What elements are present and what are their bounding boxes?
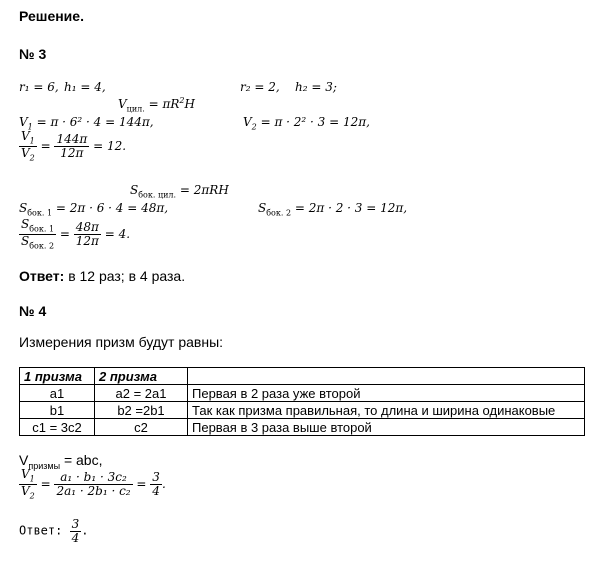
- task4-answer: Ответ: $\frac{3}{4}$ .: [19, 517, 89, 545]
- volume-ratio-fraction: $\frac{144\pi}{12\pi}$: [56, 132, 88, 160]
- table-header-row: [20, 368, 585, 385]
- volume-subscript: цил.: [126, 104, 145, 114]
- task3-r2: r₂ = 2,: [240, 80, 280, 94]
- lateral-ratio: $\frac{S_{бок. 1}}{S_{бок. 2}}$ = $\frac{48\pi}{12\pi}$ = 4.: [21, 217, 131, 251]
- s1-formula: = 2π · 6 · 4 = 48π,: [55, 201, 169, 215]
- cell-a2: a2 = 2a1: [95, 385, 188, 402]
- table-row: [20, 385, 585, 402]
- v1-v2-fraction: $\frac{V_1}{V_2}$: [21, 129, 35, 163]
- v1-formula: = π · 6² · 4 = 144π,: [36, 115, 154, 129]
- task4-answer-fraction: $\frac{3}{4}$: [71, 517, 80, 545]
- cell-comment-b: Так как призма правильная, то длина и ширина одинаковые: [188, 402, 585, 419]
- task3-h1: h₁ = 4,: [64, 80, 106, 94]
- task4-intro: Измерения призм будут равны:: [19, 334, 224, 350]
- cell-a1: a1: [20, 385, 95, 402]
- task4-answer-label: Ответ:: [19, 523, 63, 538]
- cell-comment-c: Первая в 3 раза выше второй: [188, 419, 585, 436]
- lateral-formula-rhs: = 2πRH: [179, 183, 229, 197]
- prism-ratio-fraction: $\frac{\text{a₁ · b₁ · 3c₂}}{\text{2a₁ · 2b₁ · c₂}}$: [56, 470, 131, 498]
- table-row: [20, 402, 585, 419]
- cell-b1: b1: [20, 402, 95, 419]
- cell-comment-a: Первая в 2 раза уже второй: [188, 385, 585, 402]
- answer-text: в 12 раз; в 4 раза.: [68, 268, 186, 284]
- cell-c2: c2: [95, 419, 188, 436]
- solution-heading: Решение.: [19, 8, 84, 24]
- s1-line: $S_{бок. 1} = 2\pi \cdot 6 \cdot 4 = 48\pi$,: [19, 201, 169, 218]
- task3-h2: h₂ = 3;: [295, 80, 337, 94]
- header-prism-2: 2 призма: [95, 368, 188, 385]
- prism-volume-rhs: = abc,: [63, 452, 103, 468]
- v2-line: $V_2 = \pi \cdot 2^2 \cdot 3 = 12\pi$,: [243, 115, 370, 132]
- prism-table: [19, 367, 585, 436]
- lateral-area-formula: $S_{бок. цил.} = 2\pi RH$: [130, 183, 229, 200]
- table-row: [20, 419, 585, 436]
- answer-label: Ответ:: [19, 268, 65, 284]
- prism-volume-subscript: призмы: [28, 460, 61, 471]
- task3-answer: [19, 268, 185, 284]
- header-prism-1: 1 призма: [20, 368, 95, 385]
- prism-volume-formula: $V_{призмы}$ = abc,: [19, 452, 103, 471]
- prism-v1-v2-fraction: $\frac{V_1}{V_2}$: [21, 467, 35, 501]
- lateral-ratio-result: = 4.: [104, 226, 131, 241]
- s2-line: $S_{бок. 2} = 2\pi \cdot 2 \cdot 3 = 12\pi$,: [258, 201, 408, 218]
- lateral-ratio-fraction: $\frac{48\pi}{12\pi}$: [75, 220, 99, 248]
- s1-s2-fraction: $\frac{S_{бок. 1}}{S_{бок. 2}}$: [21, 217, 55, 251]
- cylinder-volume-formula: $V_{цил.} = \pi R^2H$: [118, 96, 195, 114]
- lateral-subscript: бок. цил.: [138, 190, 177, 200]
- header-comment: [188, 368, 585, 385]
- task3-r1: r₁ = 6,: [19, 80, 59, 94]
- task3-heading: № 3: [19, 46, 47, 62]
- v2-formula: = π · 2² · 3 = 12π,: [260, 115, 370, 129]
- prism-ratio: $\frac{V_1}{V_2}$ = $\frac{\text{a₁ · b₁ · 3c₂}}{\text{2a₁ · 2b₁ · c₂}}$ = $\frac{3}{4}$ .: [21, 467, 166, 501]
- volume-formula-rhs: = $\pi R^2H$: [148, 96, 195, 111]
- volume-ratio-result: = 12.: [93, 138, 127, 153]
- s2-formula: = 2π · 2 · 3 = 12π,: [294, 201, 408, 215]
- v1-line: $V_1 = \pi \cdot 6^2 \cdot 4 = 144\pi$,: [19, 115, 154, 132]
- cell-c1: c1 = 3c2: [20, 419, 95, 436]
- volume-ratio: $\frac{V_1}{V_2}$ = $\frac{144\pi}{12\pi}$ = 12.: [21, 129, 127, 163]
- task4-heading: № 4: [19, 303, 47, 319]
- cell-b2: b2 =2b1: [95, 402, 188, 419]
- prism-ratio-result: $\frac{3}{4}$: [152, 470, 160, 498]
